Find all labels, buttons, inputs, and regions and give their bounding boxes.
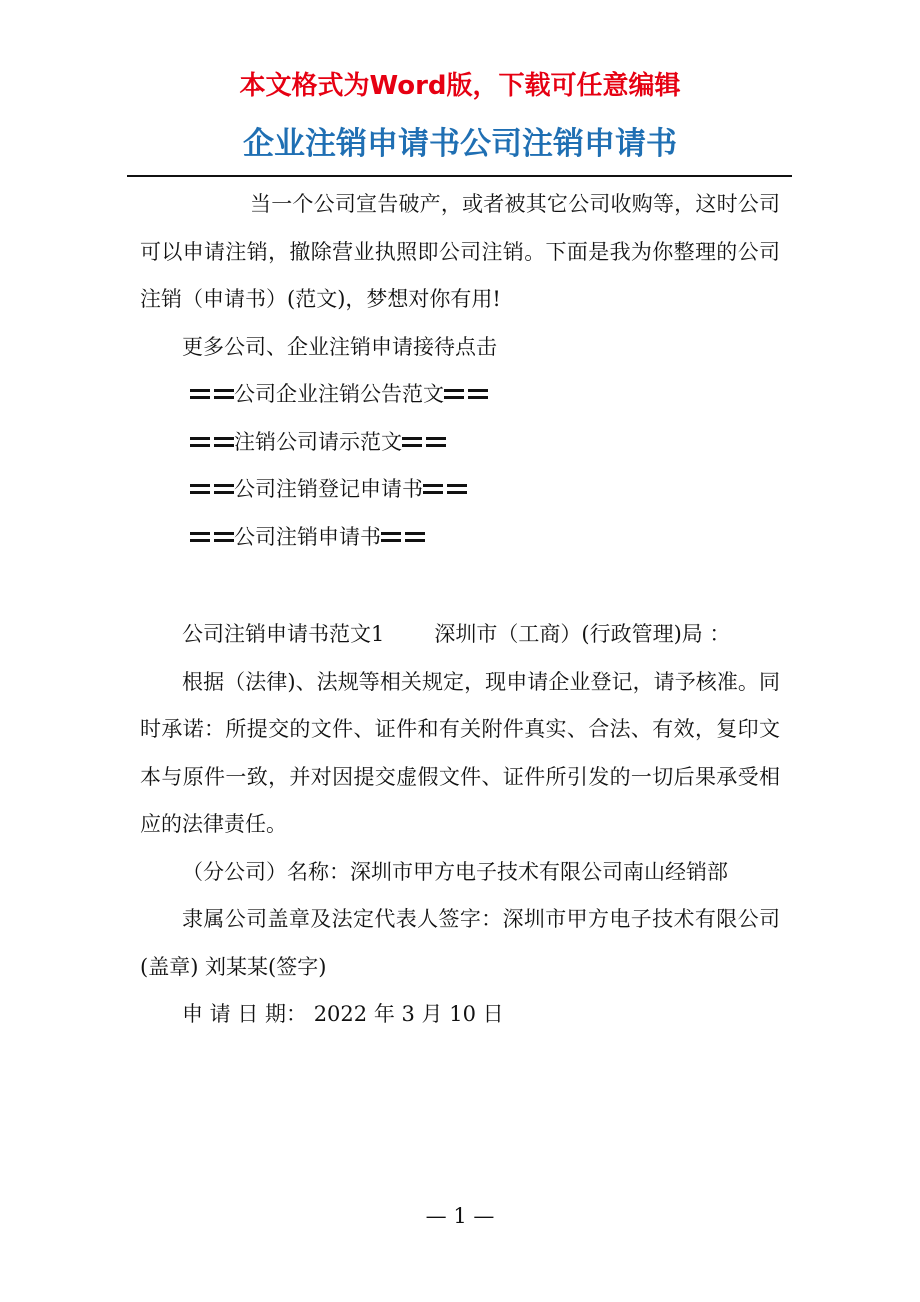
related-link-4[interactable] [140,514,780,562]
branch-name-value: 深圳市甲方电子技术有限公司南山经销部 [350,859,728,884]
format-banner: 本文格式为Word版，下载可任意编辑 [239,71,681,101]
double-bar-icon [190,434,234,450]
related-link-label: 公司注销登记申请书 [234,477,423,501]
double-bar-icon [190,481,234,497]
more-links-label: 更多公司、企业注销申请接待点击 [182,334,497,359]
double-bar-icon [402,434,446,450]
double-bar-icon [444,386,488,402]
related-link-3[interactable] [140,466,780,514]
page-number: — 1 — [425,1204,495,1228]
title-divider [127,175,792,177]
branch-name-label: （分公司）名称： [182,859,350,884]
document-body [140,181,780,1039]
related-link-label: 公司企业注销公告范文 [234,382,444,406]
branch-name-line [140,849,780,897]
application-date: 申 请 日 期： 2022 年 3 月 10 日 [182,1002,504,1026]
signature-value: 深圳市甲方电子技术有限公司 (盖章) 刘某某(签字) [140,907,781,979]
related-link-label: 公司注销申请书 [234,524,381,549]
double-bar-icon [381,529,425,545]
related-link-label: 注销公司请示范文 [234,429,402,454]
double-bar-icon [423,481,467,497]
sample-addressee: 深圳市（工商）(行政管理)局 ： [434,622,731,646]
signature-line [140,896,780,991]
section-gap [140,561,780,611]
related-link-1[interactable] [140,371,780,419]
document-title: 企业注销申请书公司注销申请书 [243,126,677,162]
double-bar-icon [190,529,234,545]
intro-paragraph: 当一个公司宣告破产，或者被其它公司收购等，这时公司可以申请注销，撤除营业执照即公司注销。下面是我为你整理的公司注销（申请书）(范文)，梦想对你有用! [140,192,780,311]
commitment-paragraph: 根据（法律)、法规等相关规定，现申请企业登记，请予核准。同时承诺：所提交的文件、证件和有关附件真实、合法、有效，复印文本与原件一致，并对因提交虚假文件、证件所引发的一切后果承受相应的法律责任。 [140,669,780,836]
double-bar-icon [190,386,234,402]
sample-heading: 公司注销申请书范文1 [182,622,385,646]
sample-heading-line [140,611,780,659]
signature-label: 隶属公司盖章及法定代表人签字： [182,907,503,931]
related-link-2[interactable] [140,419,780,467]
